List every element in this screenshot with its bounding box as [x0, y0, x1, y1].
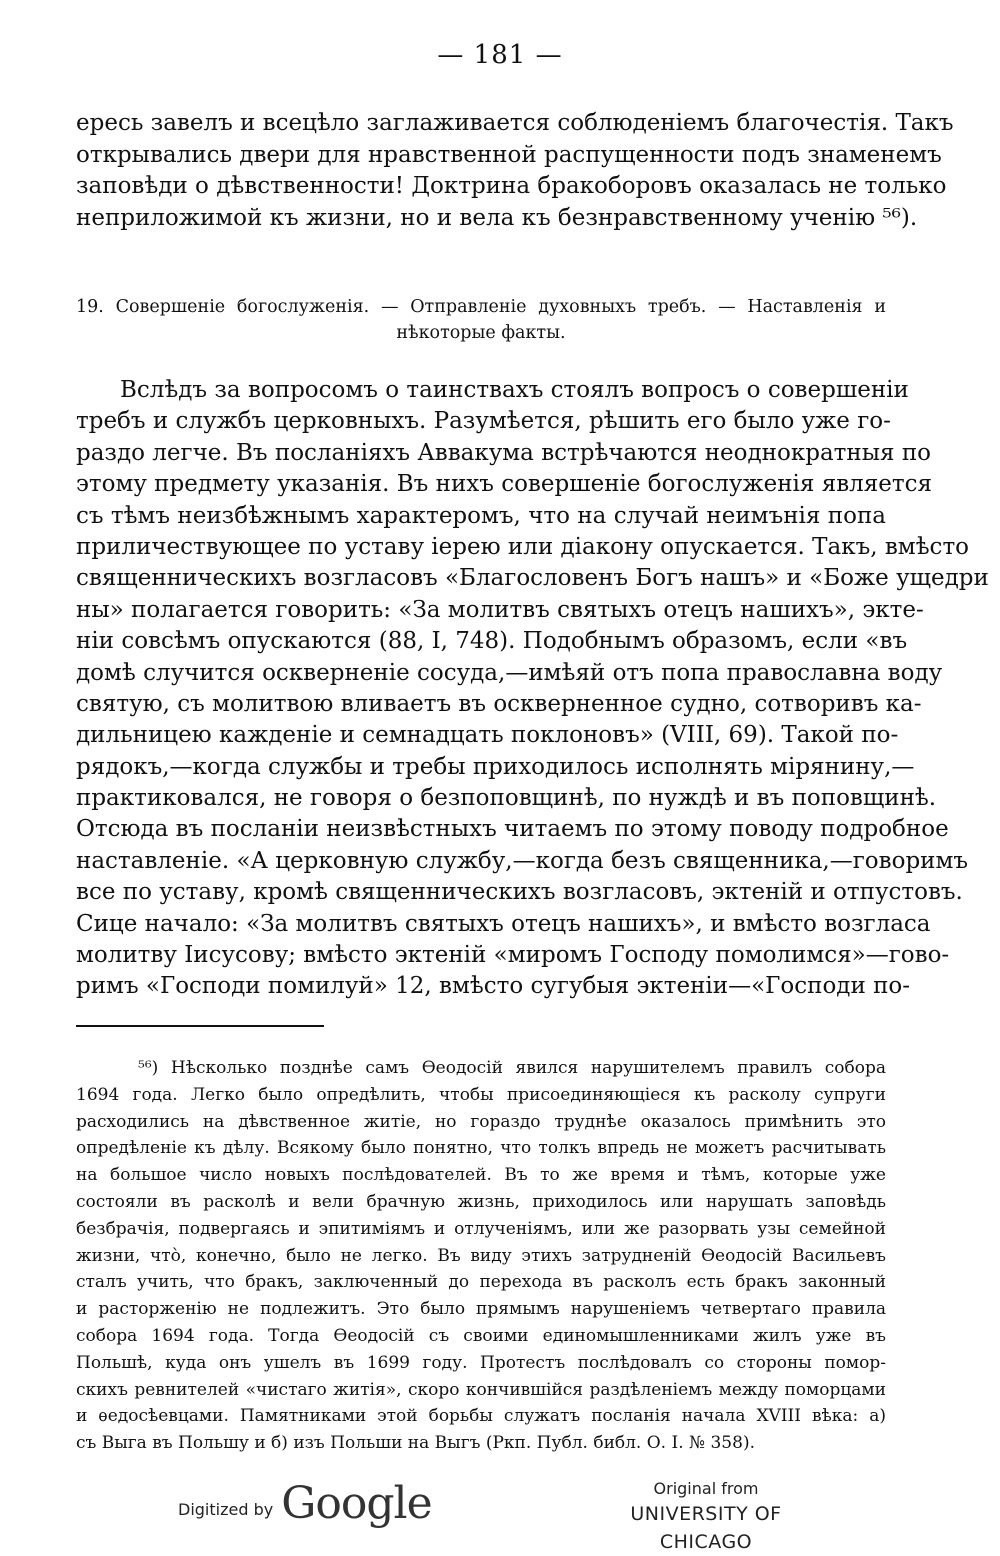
- text-line: святую, съ молитвою вливаетъ въ оскверненное судно, сотворивъ ка-: [76, 690, 922, 717]
- text-line: молитву Іисусову; вмѣсто эктеній «миромъ Господу помолимся»—гово-: [76, 942, 950, 969]
- text-line: раздо легче. Въ посланіяхъ Аввакума встрѣчаются неоднократныя по: [76, 439, 932, 466]
- text-line: ересь завелъ и всецѣло заглаживается соблюденіемъ благочестія. Такъ: [76, 110, 954, 136]
- footnote-line: сталъ учить, что бракъ, заключенный до перехода въ расколъ есть бракъ законный: [76, 1272, 886, 1293]
- footnote-line: ⁵⁶) Нѣсколько позднѣе самъ Ѳеодосій явился нарушителемъ правилъ собора: [138, 1058, 886, 1078]
- footnote-rule: [76, 1025, 324, 1027]
- footnote-line: и расторженію не подлежитъ. Это было прямымъ нарушеніемъ четвертаго правила: [76, 1299, 886, 1320]
- footnote-line: опредѣленіе къ дѣлу. Всякому было понятно, что толкъ впредь не можетъ расчитывать: [76, 1138, 886, 1159]
- text-line: заповѣди о дѣвственности! Доктрина бракоборовъ оказалась не только: [76, 173, 947, 199]
- text-line: приличествующее по уставу іерею или діакону опускается. Такъ, вмѣсто: [76, 533, 970, 560]
- text-line: рядокъ,—когда службы и требы приходилось исполнять мірянину,—: [76, 753, 915, 780]
- footnote-line: безбрачія, подвергаясь и эпитиміямъ и отлученіямъ, или же разорвать узы семейной: [76, 1218, 886, 1239]
- text-line: все по уставу, кромѣ священническихъ возгласовъ, эктеній и отпустовъ.: [76, 879, 963, 906]
- section-heading: [76, 294, 886, 346]
- footnote-line: Польшѣ, куда онъ ушелъ въ 1699 году. Протестъ послѣдовалъ со стороны помор-: [76, 1352, 886, 1373]
- google-logo: Google: [281, 1478, 432, 1529]
- original-label: Original from: [653, 1479, 759, 1498]
- original-from: [586, 1478, 826, 1556]
- heading-line: 19. Совершеніе богослуженія. — Отправленіе духовныхъ требъ. — Наставленія и: [76, 297, 886, 317]
- text-line: священническихъ возгласовъ «Благословенъ Богъ нашъ» и «Боже ущедри: [76, 565, 989, 592]
- text-line: этому предмету указанія. Въ нихъ совершеніе богослуженія является: [76, 471, 933, 498]
- footnote-line: расходились на дѣвственное житіе, но гораздо труднѣе оказалось примѣнить это: [76, 1111, 886, 1132]
- text-line: Отсюда въ посланіи неизвѣстныхъ читаемъ по этому поводу подробное: [76, 816, 949, 843]
- footnote-line: скихъ ревнителей «чистаго житія», скоро кончившійся раздѣленіемъ между поморцами: [76, 1379, 886, 1400]
- text-line: римъ «Господи помилуй» 12, вмѣсто сугубыя эктеніи—«Господи по-: [76, 973, 911, 1000]
- text-line: практиковался, не говоря о безпоповщинѣ, по нуждѣ и въ поповщинѣ.: [76, 785, 937, 812]
- body-paragraph: [76, 375, 989, 1003]
- text-line: Вслѣдъ за вопросомъ о таинствахъ стоялъ вопросъ о совершеніи: [120, 377, 909, 403]
- digitized-label: Digitized by: [178, 1500, 274, 1519]
- digitization-footer: [0, 1470, 1000, 1553]
- text-line: открывались двери для нравственной распущенности подъ знаменемъ: [76, 141, 942, 168]
- text-line: дильницею кажденіе и семнадцать поклоновъ» (VIII, 69). Такой по-: [76, 722, 899, 749]
- footnote-line: съ Выга въ Польшу и б) изъ Польши на Выгъ (Ркп. Публ. библ. О. I. № 358).: [76, 1433, 755, 1454]
- original-institution: UNIVERSITY OF CHICAGO: [630, 1503, 782, 1553]
- text-line: ны» полагается говорить: «За молитвъ святыхъ отецъ нашихъ», эктe-: [76, 596, 924, 623]
- footnote-line: и ѳедосѣевцами. Памятниками этой борьбы служатъ посланія начала XVIII вѣка: а): [76, 1406, 886, 1427]
- footnote-line: 1694 года. Легко было опредѣлить, чтобы присоединяющіеся къ расколу супруги: [76, 1084, 886, 1105]
- footnote-line: на большое число новыхъ послѣдователей. Въ то же время и тѣмъ, которые уже: [76, 1165, 886, 1186]
- text-line: требъ и службъ церковныхъ. Разумѣется, рѣшить его было уже го-: [76, 408, 891, 435]
- heading-line: нѣкоторые факты.: [396, 323, 566, 343]
- digitized-by: [178, 1478, 432, 1529]
- footnote-line: жизни, что̀, конечно, было не легко. Въ виду этихъ затрудненій Ѳеодосій Васильевъ: [76, 1245, 886, 1266]
- footnote-line: собора 1694 года. Тогда Ѳеодосій съ своими единомышленниками жилъ уже въ: [76, 1325, 886, 1346]
- text-line: съ тѣмъ неизбѣжнымъ характеромъ, что на случай неимънія попа: [76, 502, 886, 529]
- text-line: Сице начало: «За молитвъ святыхъ отецъ нашихъ», и вмѣсто возгласа: [76, 910, 931, 937]
- text-line: ніи совсѣмъ опускаются (88, I, 748). Подобнымъ образомъ, если «въ: [76, 628, 908, 655]
- text-line: неприложимой къ жизни, но и вела къ безнравственному ученію ⁵⁶).: [76, 204, 918, 231]
- footnote: [76, 1055, 886, 1457]
- footnote-line: состояли въ расколѣ и вели брачную жизнь, приходилось или нарушать заповѣдь: [76, 1191, 886, 1212]
- page-number: — 181 —: [437, 40, 563, 70]
- text-line: наставленіе. «А церковную службу,—когда безъ священника,—говоримъ: [76, 847, 969, 874]
- main-text-continuation: [76, 108, 954, 234]
- text-line: домѣ случится оскверненіе сосуда,—имѣяй отъ попа православна воду: [76, 659, 943, 686]
